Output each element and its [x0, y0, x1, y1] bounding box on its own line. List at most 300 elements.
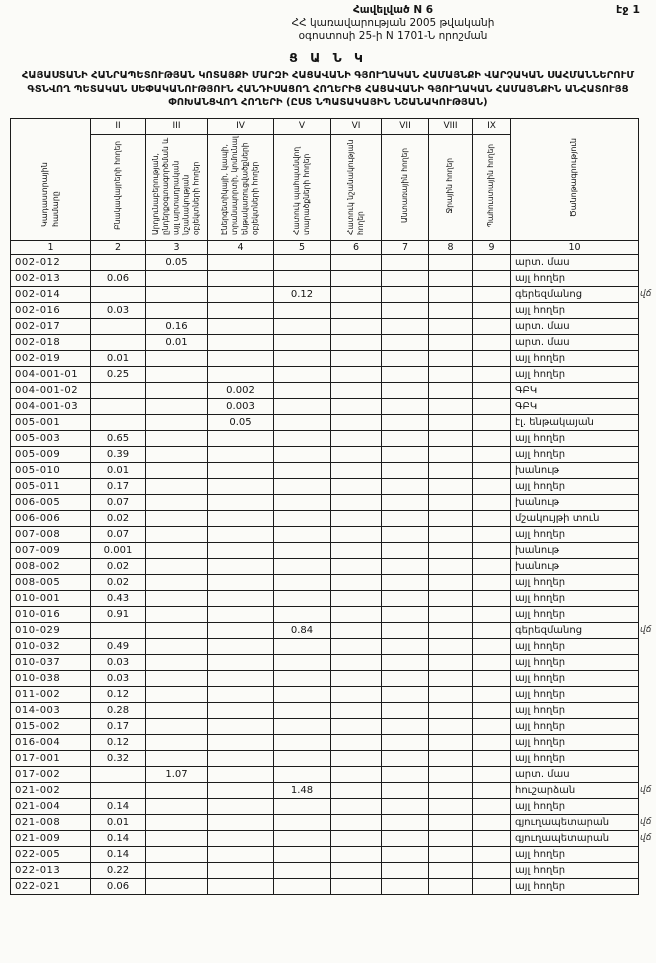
area-value [331, 606, 382, 622]
area-value [146, 686, 208, 702]
column-header-text: Ծանոթագրություն [569, 137, 579, 217]
cadastral-number: 008-002 [11, 558, 91, 574]
area-value [382, 590, 429, 606]
cadastral-number: 022-021 [11, 878, 91, 894]
area-value [473, 542, 511, 558]
cadastral-number: 005-009 [11, 446, 91, 462]
table-row [11, 510, 656, 526]
page-number: էջ 1 [616, 3, 640, 16]
area-value: 0.003 [208, 398, 274, 414]
area-value [473, 606, 511, 622]
area-value [331, 542, 382, 558]
column-header-text: Հատուկ պահպանվող տարածքների հողեր [291, 147, 311, 236]
area-value [473, 350, 511, 366]
area-value [382, 686, 429, 702]
area-value [331, 702, 382, 718]
area-value [331, 254, 382, 270]
area-value [146, 558, 208, 574]
table-row [11, 334, 656, 350]
area-value [274, 814, 331, 830]
table-row [11, 718, 656, 734]
cadastral-number: 002-014 [11, 286, 91, 302]
area-value [429, 798, 473, 814]
area-value [146, 734, 208, 750]
margin-annotation [639, 670, 656, 686]
area-value: 0.84 [274, 622, 331, 638]
table-row [11, 686, 656, 702]
area-value [208, 734, 274, 750]
margin-annotation: վճ [640, 817, 652, 828]
area-value: 0.02 [91, 574, 146, 590]
area-value [473, 654, 511, 670]
area-value [382, 750, 429, 766]
area-value [146, 462, 208, 478]
area-value: 0.14 [91, 798, 146, 814]
margin-annotation [639, 878, 656, 894]
header-row-column-numbers [11, 240, 656, 254]
cadastral-number: 005-003 [11, 430, 91, 446]
table-row [11, 398, 656, 414]
table-row [11, 270, 656, 286]
cadastral-number: 014-003 [11, 702, 91, 718]
cadastral-number: 011-002 [11, 686, 91, 702]
margin-column [639, 118, 656, 134]
area-value [429, 686, 473, 702]
area-value: 0.17 [91, 478, 146, 494]
area-value [331, 734, 382, 750]
table-row [11, 798, 656, 814]
area-value [331, 302, 382, 318]
area-value [473, 718, 511, 734]
area-value [274, 430, 331, 446]
area-value [382, 494, 429, 510]
table-row [11, 478, 656, 494]
area-value [331, 334, 382, 350]
margin-annotation [639, 318, 656, 334]
cadastral-number: 017-001 [11, 750, 91, 766]
area-value [274, 462, 331, 478]
area-value [473, 862, 511, 878]
area-value [473, 382, 511, 398]
area-value: 0.07 [91, 494, 146, 510]
area-value [382, 878, 429, 894]
area-value [274, 686, 331, 702]
margin-annotation [639, 366, 656, 382]
margin-annotation [639, 606, 656, 622]
area-value [146, 526, 208, 542]
area-value [429, 782, 473, 798]
area-value [429, 542, 473, 558]
column-header-land-category [208, 134, 274, 240]
purpose-note: գերեզմանոց [511, 286, 639, 302]
area-value [208, 286, 274, 302]
purpose-note: այլ հողեր [511, 302, 639, 318]
table-row [11, 638, 656, 654]
area-value [473, 478, 511, 494]
margin-annotation [639, 590, 656, 606]
area-value [382, 318, 429, 334]
area-value [382, 718, 429, 734]
area-value [91, 782, 146, 798]
area-value [274, 606, 331, 622]
area-value [208, 862, 274, 878]
cadastral-number: 005-001 [11, 414, 91, 430]
area-value [91, 398, 146, 414]
purpose-note: խանութ [511, 558, 639, 574]
area-value [208, 462, 274, 478]
area-value [91, 414, 146, 430]
cadastral-number: 002-018 [11, 334, 91, 350]
area-value [429, 670, 473, 686]
area-value [382, 654, 429, 670]
area-value [208, 606, 274, 622]
area-value [274, 766, 331, 782]
roman-numeral-label: VI [331, 118, 382, 134]
area-value [429, 606, 473, 622]
area-value [331, 558, 382, 574]
area-value [473, 414, 511, 430]
area-value [331, 750, 382, 766]
area-value [208, 526, 274, 542]
area-value [146, 366, 208, 382]
roman-numeral-label: III [146, 118, 208, 134]
area-value [473, 846, 511, 862]
purpose-note: այլ հողեր [511, 702, 639, 718]
area-value [146, 494, 208, 510]
area-value [429, 574, 473, 590]
area-value [429, 430, 473, 446]
area-value [473, 526, 511, 542]
table-row [11, 846, 656, 862]
area-value [473, 670, 511, 686]
purpose-note: արտ. մաս [511, 254, 639, 270]
area-value [146, 286, 208, 302]
table-row [11, 302, 656, 318]
area-value [382, 542, 429, 558]
table-row [11, 558, 656, 574]
area-value [382, 526, 429, 542]
area-value [208, 654, 274, 670]
area-value [208, 510, 274, 526]
area-value: 1.48 [274, 782, 331, 798]
area-value [382, 462, 429, 478]
column-number-label: 2 [91, 240, 146, 254]
roman-numeral-label: II [91, 118, 146, 134]
margin-annotation [639, 702, 656, 718]
area-value [429, 718, 473, 734]
area-value [382, 798, 429, 814]
margin-annotation [639, 542, 656, 558]
margin-annotation [639, 382, 656, 398]
document-title: Ց Ա Ն Կ [289, 50, 367, 66]
area-value [429, 654, 473, 670]
area-value: 0.06 [91, 270, 146, 286]
area-value [331, 526, 382, 542]
area-value [146, 478, 208, 494]
table-row [11, 574, 656, 590]
area-value [473, 558, 511, 574]
area-value [382, 302, 429, 318]
purpose-note: այլ հողեր [511, 718, 639, 734]
area-value [429, 622, 473, 638]
area-value [208, 318, 274, 334]
roman-numeral-label: VIII [429, 118, 473, 134]
area-value [331, 654, 382, 670]
area-value [208, 830, 274, 846]
roman-numeral-label: IV [208, 118, 274, 134]
cadastral-number: 010-038 [11, 670, 91, 686]
area-value [274, 878, 331, 894]
area-value [473, 398, 511, 414]
area-value: 0.12 [91, 734, 146, 750]
area-value [382, 286, 429, 302]
margin-annotation [639, 334, 656, 350]
area-value [274, 638, 331, 654]
table-row [11, 670, 656, 686]
area-value [146, 654, 208, 670]
area-value [382, 814, 429, 830]
area-value [331, 318, 382, 334]
margin-annotation [639, 718, 656, 734]
area-value [274, 334, 331, 350]
area-value [208, 846, 274, 862]
purpose-note: այլ հողեր [511, 686, 639, 702]
appendix-decree-number: օգոստոսի 25-ի N 1701-Ն որոշման [298, 30, 488, 43]
purpose-note: այլ հողեր [511, 270, 639, 286]
area-value [473, 638, 511, 654]
area-value [429, 302, 473, 318]
area-value [429, 734, 473, 750]
table-row [11, 654, 656, 670]
area-value [208, 574, 274, 590]
area-value [274, 366, 331, 382]
area-value [331, 718, 382, 734]
area-value [382, 670, 429, 686]
area-value [331, 478, 382, 494]
area-value [331, 686, 382, 702]
purpose-note: այլ հողեր [511, 574, 639, 590]
area-value [473, 510, 511, 526]
area-value [473, 686, 511, 702]
appendix-reference [238, 0, 548, 43]
area-value [146, 574, 208, 590]
area-value [473, 462, 511, 478]
area-value [382, 830, 429, 846]
area-value [146, 670, 208, 686]
table-row [11, 414, 656, 430]
column-header-land-category [91, 134, 146, 240]
area-value [208, 702, 274, 718]
area-value [382, 734, 429, 750]
area-value [208, 494, 274, 510]
area-value [331, 494, 382, 510]
area-value [429, 446, 473, 462]
area-value [146, 638, 208, 654]
area-value [473, 734, 511, 750]
area-value [429, 750, 473, 766]
area-value [274, 862, 331, 878]
table-row [11, 862, 656, 878]
area-value [208, 686, 274, 702]
area-value [473, 814, 511, 830]
cadastral-number: 022-013 [11, 862, 91, 878]
column-header-note [511, 118, 639, 240]
purpose-note: այլ հողեր [511, 798, 639, 814]
area-value [331, 622, 382, 638]
area-value [91, 382, 146, 398]
margin-annotation [639, 750, 656, 766]
table-row [11, 702, 656, 718]
roman-numeral-label: VII [382, 118, 429, 134]
area-value [331, 430, 382, 446]
margin-annotation [639, 446, 656, 462]
margin-annotation [639, 766, 656, 782]
table-row [11, 542, 656, 558]
area-value [274, 574, 331, 590]
area-value [382, 334, 429, 350]
table-row [11, 366, 656, 382]
column-header-land-category [429, 134, 473, 240]
area-value: 0.14 [91, 846, 146, 862]
area-value [429, 398, 473, 414]
area-value [429, 414, 473, 430]
area-value [473, 334, 511, 350]
area-value: 0.01 [91, 350, 146, 366]
margin-annotation [639, 510, 656, 526]
column-header-text: Արդյունաբերության, ընդերքօգտագործման և այլ արտադրական նշանակության օբյեկտների հողեր [151, 138, 201, 236]
area-value [331, 574, 382, 590]
area-value [429, 590, 473, 606]
column-number-label: 4 [208, 240, 274, 254]
column-header-land-category [473, 134, 511, 240]
cadastral-number: 021-002 [11, 782, 91, 798]
table-row [11, 750, 656, 766]
purpose-note: այլ հողեր [511, 750, 639, 766]
column-header-text: Բնակավայրերի հողեր [112, 140, 122, 230]
area-value [274, 702, 331, 718]
column-header-text: Կադաստրային համարը [39, 162, 60, 228]
area-value [91, 286, 146, 302]
area-value [429, 830, 473, 846]
area-value [146, 590, 208, 606]
cadastral-number: 006-005 [11, 494, 91, 510]
purpose-note: ԳԲԿ [511, 382, 639, 398]
margin-annotation [639, 414, 656, 430]
area-value [274, 846, 331, 862]
area-value [331, 670, 382, 686]
area-value [429, 478, 473, 494]
area-value [331, 590, 382, 606]
area-value [146, 398, 208, 414]
cadastral-number: 010-037 [11, 654, 91, 670]
margin-annotation [639, 686, 656, 702]
area-value [382, 702, 429, 718]
area-value [429, 286, 473, 302]
area-value [331, 830, 382, 846]
area-value [208, 766, 274, 782]
area-value [146, 782, 208, 798]
area-value [146, 382, 208, 398]
cadastral-number: 010-016 [11, 606, 91, 622]
purpose-note: գյուղապետարան [511, 814, 639, 830]
area-value [382, 862, 429, 878]
roman-numeral-label: IX [473, 118, 511, 134]
margin-annotation [639, 734, 656, 750]
margin-annotation [639, 862, 656, 878]
area-value [146, 862, 208, 878]
area-value [146, 446, 208, 462]
area-value [91, 318, 146, 334]
area-value: 0.05 [208, 414, 274, 430]
area-value [473, 366, 511, 382]
area-value [382, 366, 429, 382]
area-value [146, 302, 208, 318]
purpose-note: արտ. մաս [511, 334, 639, 350]
area-value: 0.03 [91, 670, 146, 686]
column-number-label: 9 [473, 240, 511, 254]
purpose-note: այլ հողեր [511, 446, 639, 462]
area-value [473, 750, 511, 766]
area-value [274, 478, 331, 494]
column-number-label: 7 [382, 240, 429, 254]
purpose-note: այլ հողեր [511, 734, 639, 750]
area-value [331, 350, 382, 366]
area-value: 0.001 [91, 542, 146, 558]
area-value [473, 286, 511, 302]
area-value [473, 798, 511, 814]
cadastral-number: 015-002 [11, 718, 91, 734]
area-value [208, 334, 274, 350]
area-value [382, 574, 429, 590]
area-value [429, 462, 473, 478]
cadastral-number: 010-029 [11, 622, 91, 638]
table-row [11, 526, 656, 542]
cadastral-number: 002-016 [11, 302, 91, 318]
area-value [331, 814, 382, 830]
area-value: 0.17 [91, 718, 146, 734]
area-value [274, 654, 331, 670]
area-value [331, 286, 382, 302]
area-value [429, 494, 473, 510]
table-row [11, 254, 656, 270]
area-value [473, 878, 511, 894]
area-value [331, 846, 382, 862]
margin-annotation [639, 846, 656, 862]
margin-annotation: վճ [640, 785, 652, 796]
table-row [11, 286, 656, 302]
column-header-text: Հատուկ նշանակության հողեր [345, 139, 365, 236]
area-value [382, 606, 429, 622]
area-value [146, 878, 208, 894]
table-row [11, 878, 656, 894]
area-value [429, 766, 473, 782]
area-value [382, 350, 429, 366]
table-row [11, 814, 656, 830]
area-value [331, 510, 382, 526]
area-value [382, 638, 429, 654]
area-value [146, 350, 208, 366]
area-value: 0.25 [91, 366, 146, 382]
table-row [11, 830, 656, 846]
area-value [146, 622, 208, 638]
cadastral-number: 002-013 [11, 270, 91, 286]
area-value [274, 494, 331, 510]
area-value [91, 254, 146, 270]
purpose-note: հուշարձան [511, 782, 639, 798]
table-row [11, 382, 656, 398]
document-subtitle: ՀԱՅԱՍՏԱՆԻ ՀԱՆՐԱՊԵՏՈՒԹՅԱՆ ԿՈՏԱՅՔԻ ՄԱՐԶԻ ՀԱՑԱՎԱՆԻ ԳՅՈՒՂԱԿԱՆ ՀԱՄԱՅՆՔԻ ՎԱՐՉԱԿԱՆ ՍԱՀՄԱՆՆԵՐՈՒՄ ԳՏՆՎՈՂ ՊԵՏԱԿԱՆ ՍԵՓԱԿԱՆՈՒԹՅՈՒՆ ՀԱՆԴԻՍԱՑՈՂ ՀՈՂԵՐԻՑ ՀԱՑԱՎԱՆԻ ԳՅՈՒՂԱԿԱՆ ՀԱՄԱՅՆՔԻՆ ԱՆՀԱՏՈՒՅՑ ՓՈԽԱՆՑՎՈՂ ՀՈՂԵՐԻ (ԸՍՏ ՆՊԱՏԱԿԱՅԻՆ ՆՇԱՆԱԿՈՒԹՅԱՆ) [21, 70, 635, 109]
area-value [382, 622, 429, 638]
